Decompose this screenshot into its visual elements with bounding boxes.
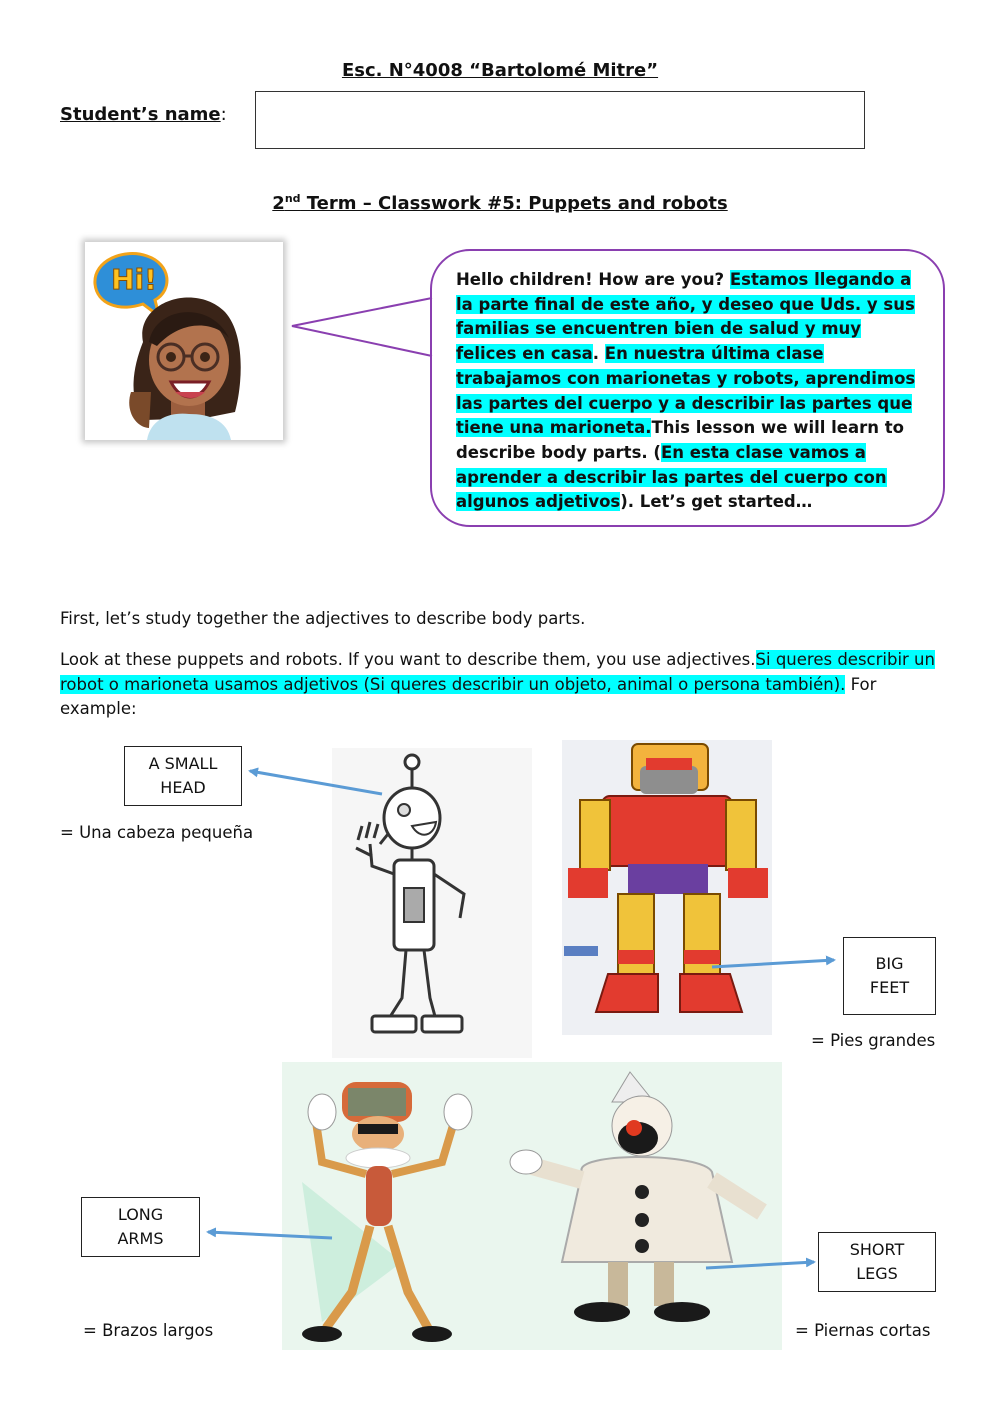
arrow-short-legs (706, 1262, 814, 1268)
caption-long-arms: = Brazos largos (83, 1321, 214, 1340)
term-suffix: nd (284, 192, 301, 205)
student-name-colon: : (220, 104, 227, 125)
arrow-small-head (250, 771, 382, 794)
school-title: Esc. N°4008 “Bartolomé Mitre” (341, 60, 659, 81)
bubble-s2: Estamos llegando a la parte final de este año, y deseo que Uds. y sus familias se encuentren bien de salud y muy felices en casa (456, 270, 915, 364)
label-short-legs: SHORT LEGS (818, 1232, 936, 1292)
intro-p2c: For example: (60, 674, 877, 718)
label-long-arms: LONG ARMS (81, 1197, 200, 1257)
intro-p2b: Si queres describir un robot o marioneta usamos adjetivos (Si queres describir un objeto, animal o persona también). (60, 650, 935, 694)
intro-p2a: Look at these puppets and robots. If you want to describe them, you use adjectives. (60, 650, 756, 669)
intro-paragraph-1: First, let’s study together the adjectives to describe body parts. (60, 609, 586, 628)
bubble-s5: This lesson we will learn to describe body parts. ( (456, 418, 904, 462)
bubble-s1: Hello children! How are you? (456, 270, 730, 289)
arrow-long-arms (208, 1232, 332, 1238)
caption-short-legs: = Piernas cortas (795, 1321, 931, 1340)
bubble-s7: ). Let’s get started… (620, 492, 813, 512)
bubble-s6: En esta clase vamos a aprender a describir las partes del cuerpo con algunos adjetivos (456, 442, 887, 512)
term-ordinal: 2 (272, 193, 285, 214)
term-title-rest: Term – Classwork #5: Puppets and robots (300, 193, 728, 214)
caption-big-feet: = Pies grandes (811, 1031, 936, 1050)
arrow-big-feet (712, 960, 834, 967)
bubble-s3: . (592, 344, 605, 364)
bubble-s4: En nuestra última clase trabajamos con marionetas y robots, aprendimos las partes del cuerpo y a describir las partes que tiene una marioneta. (456, 344, 916, 438)
label-big-feet: BIG FEET (843, 937, 936, 1015)
caption-small-head: = Una cabeza pequeña (60, 823, 254, 842)
student-name-text: Student’s name (60, 104, 221, 125)
hi-text: Hi! (111, 263, 157, 296)
label-small-head: A SMALL HEAD (124, 746, 242, 806)
